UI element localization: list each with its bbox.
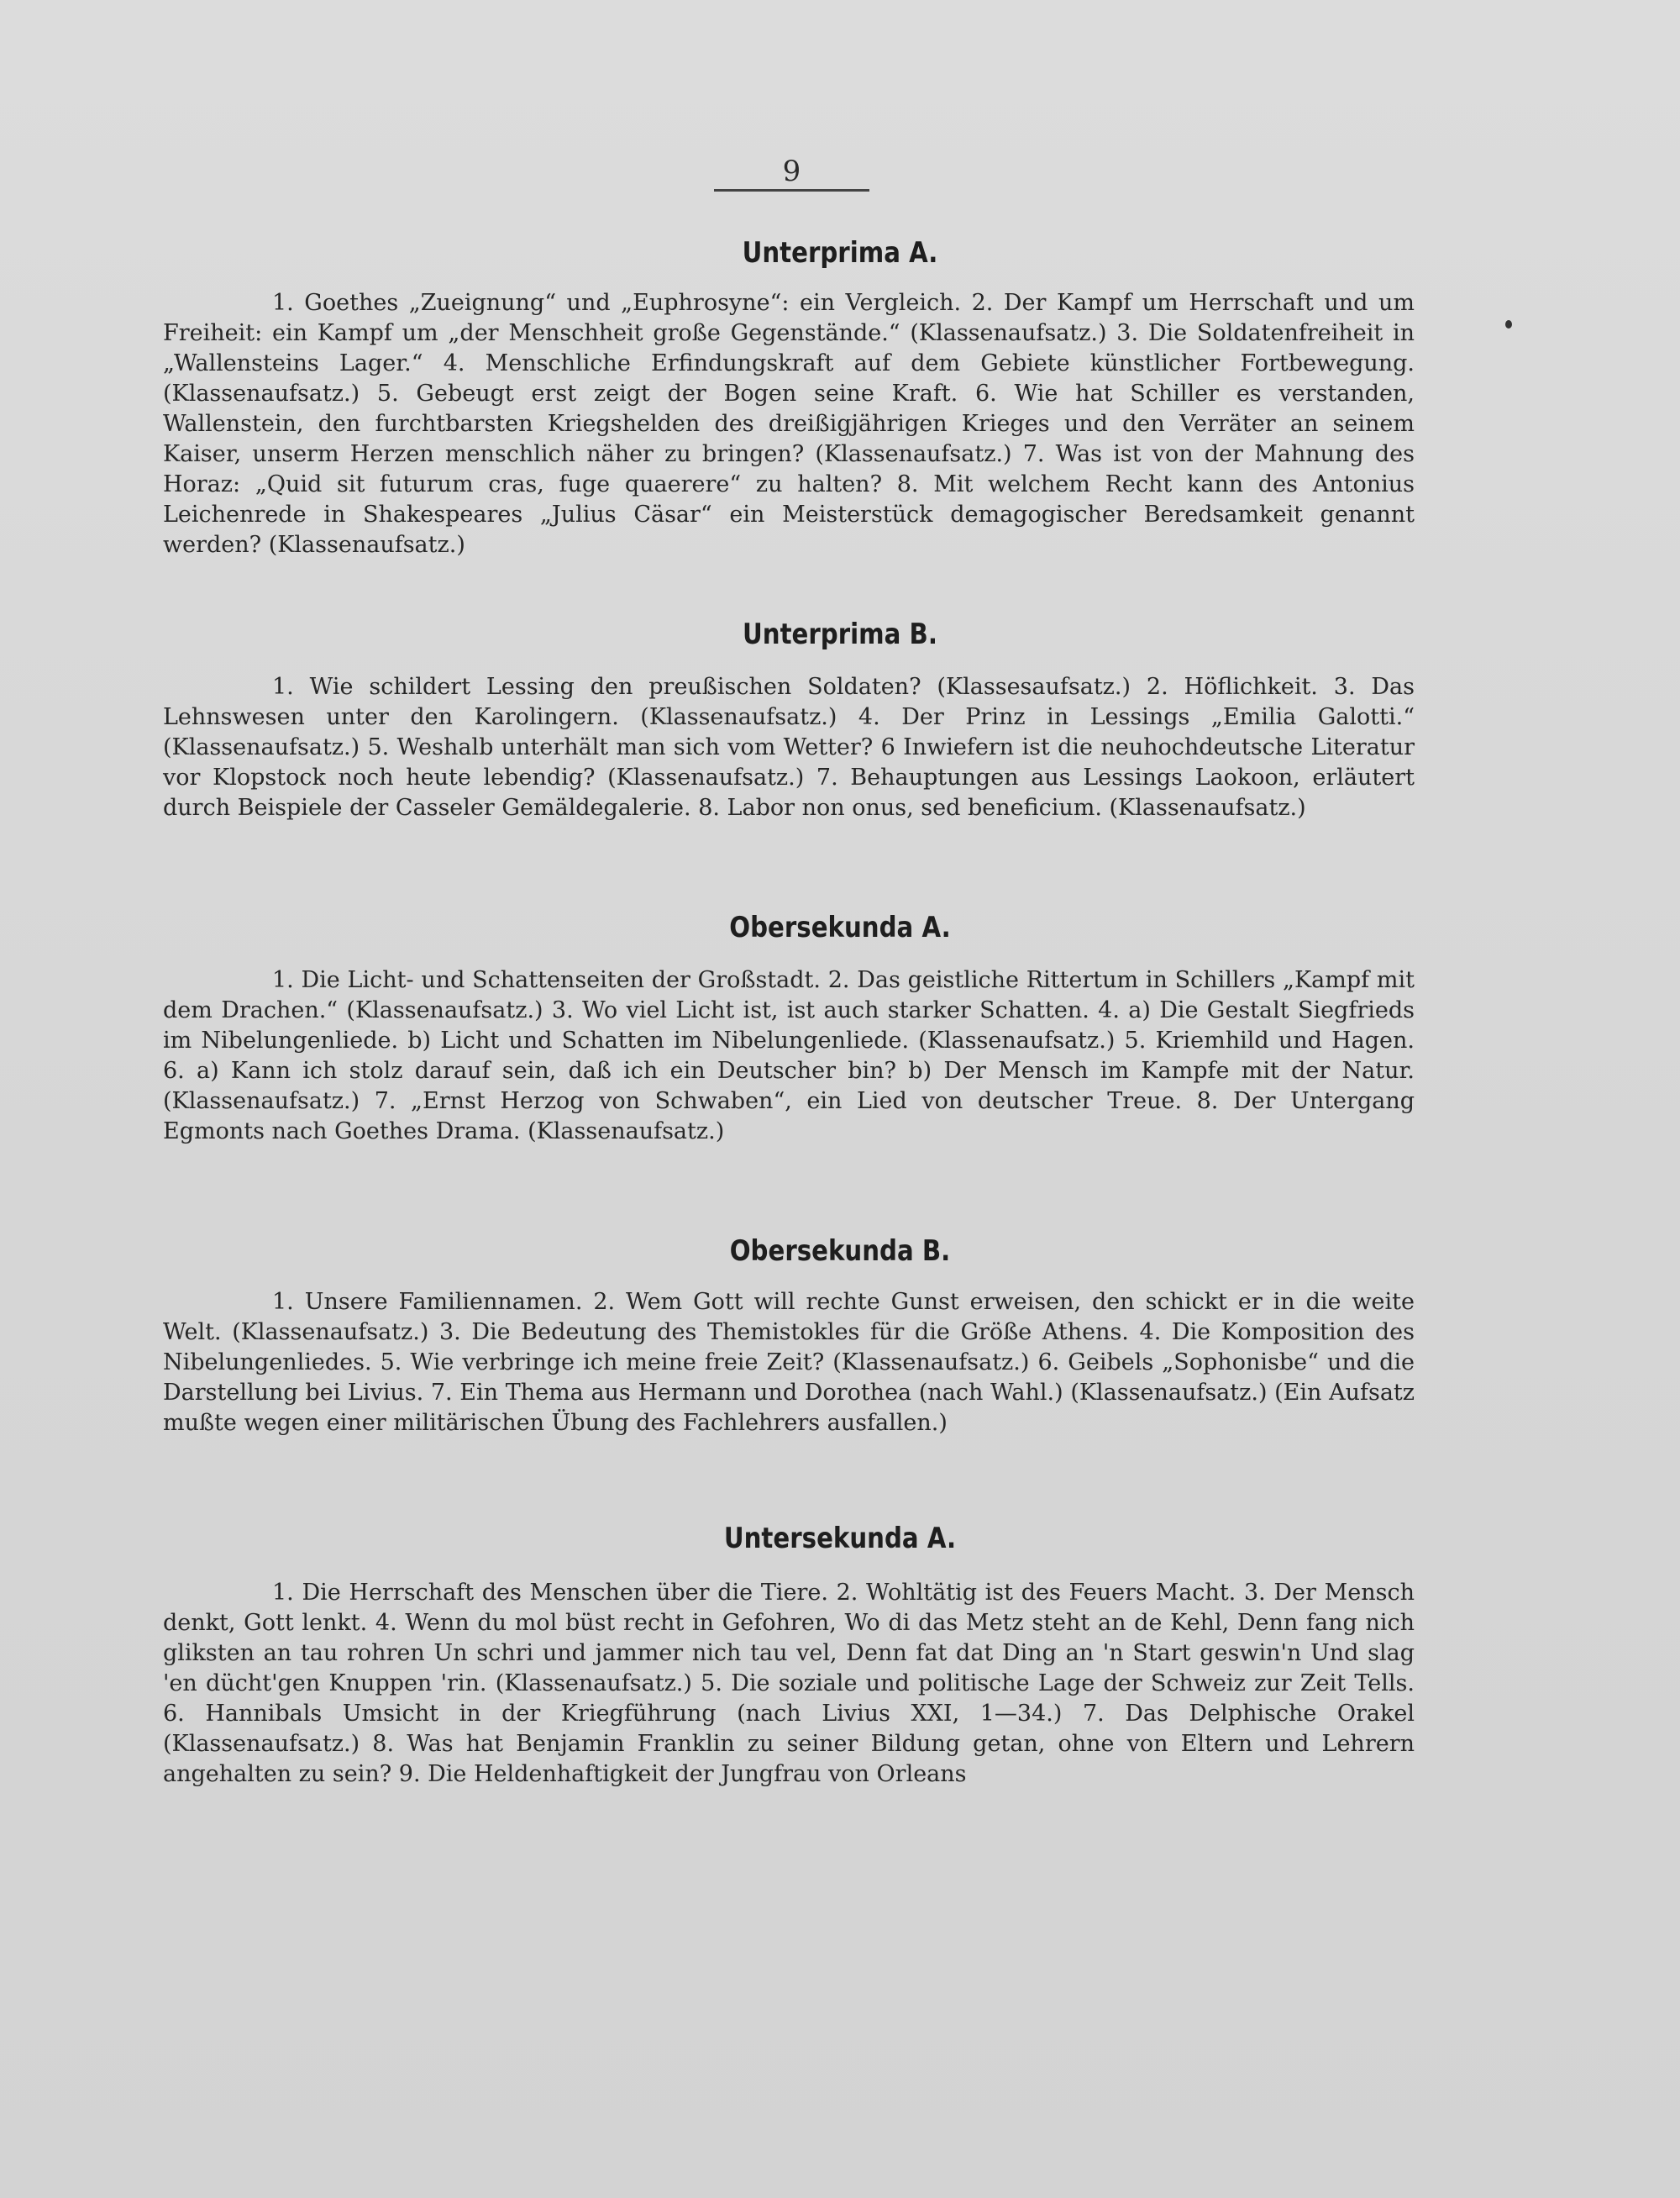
- section-heading-unterprima-a: Unterprima A.: [742, 236, 938, 270]
- section-body-obersekunda-b: 1. Unsere Familiennamen. 2. Wem Gott will rechte Gunst erweisen, den schickt er in die weite Welt. (Klassenaufsatz.) 3. Die Bedeutung des Themistokles für die Größe Athens. 4. Die Komposition des Nibelungenliedes. 5. Wie verbringe ich meine freie Zeit? (Klassenaufsatz.) 6. Geibels „Sophonisbe“ und die Darstellung bei Livius. 7. Ein Thema aus Hermann und Dorothea (nach Wahl.) (Klassenaufsatz.) (Ein Aufsatz mußte wegen einer militärischen Übung des Fachlehrers ausfallen.): [163, 1289, 1415, 1436]
- page-number: 9: [782, 155, 801, 188]
- section-heading-obersekunda-a: Obersekunda A.: [729, 911, 951, 944]
- section-heading-unterprima-b: Unterprima B.: [743, 618, 937, 651]
- section-body-obersekunda-a: 1. Die Licht- und Schattenseiten der Großstadt. 2. Das geistliche Rittertum in Schillers „Kampf mit dem Drachen.“ (Klassenaufsatz.) 3. Wo viel Licht ist, ist auch starker Schatten. 4. a) Die Gestalt Siegfrieds im Nibelungenliede. b) Licht und Schatten im Nibelungenliede. (Klassenaufsatz.) 5. Kriemhild und Hagen. 6. a) Kann ich stolz darauf sein, daß ich ein Deutscher bin? b) Der Mensch im Kampfe mit der Natur. (Klassenaufsatz.) 7. „Ernst Herzog von Schwaben“, ein Lied von deutscher Treue. 8. Der Untergang Egmonts nach Goethes Drama. (Klassenaufsatz.): [163, 967, 1415, 1144]
- section-body-unterprima-b: 1. Wie schildert Lessing den preußischen Soldaten? (Klassesaufsatz.) 2. Höflichkeit. 3. Das Lehnswesen unter den Karolingern. (Klassenaufsatz.) 4. Der Prinz in Lessings „Emilia Galotti.“ (Klassenaufsatz.) 5. Weshalb unterhält man sich vom Wetter? 6 Inwiefern ist die neuhochdeutsche Literatur vor Klopstock noch heute lebendig? (Klassenaufsatz.) 7. Behauptungen aus Lessings Laokoon, erläutert durch Beispiele der Casseler Gemäldegalerie. 8. Labor non onus, sed beneficium. (Klassenaufsatz.): [163, 674, 1415, 821]
- section-body-untersekunda-a: 1. Die Herrschaft des Menschen über die Tiere. 2. Wohltätig ist des Feuers Macht. 3. Der Mensch denkt, Gott lenkt. 4. Wenn du mol büst recht in Gefohren, Wo di das Metz steht an de Kehl, Denn fang nich gliksten an tau rohren Un schri und jammer nich tau vel, Denn fat dat Ding an 'n Start geswin'n Und slag 'en dücht'gen Knuppen 'rin. (Klassenaufsatz.) 5. Die soziale und politische Lage der Schweiz zur Zeit Tells. 6. Hannibals Umsicht in der Kriegführung (nach Livius XXI, 1—34.) 7. Das Delphische Orakel (Klassenaufsatz.) 8. Was hat Benjamin Franklin zu seiner Bildung getan, ohne von Eltern und Lehrern angehalten zu sein? 9. Die Heldenhaftigkeit der Jungfrau von Orleans: [163, 1580, 1415, 1787]
- ink-speck: [1505, 320, 1512, 329]
- section-heading-obersekunda-b: Obersekunda B.: [729, 1234, 951, 1268]
- section-body-unterprima-a: 1. Goethes „Zueignung“ und „Euphrosyne“: ein Vergleich. 2. Der Kampf um Herrschaft und um Freiheit: ein Kampf um „der Menschheit große Gegenstände.“ (Klassenaufsatz.) 3. Die Soldatenfreiheit in „Wallensteins Lager.“ 4. Menschliche Erfindungskraft auf dem Gebiete künstlicher Fortbewegung. (Klassenaufsatz.) 5. Gebeugt erst zeigt der Bogen seine Kraft. 6. Wie hat Schiller es verstanden, Wallenstein, den furchtbarsten Kriegshelden des dreißigjährigen Krieges und den Verräter an seinem Kaiser, unserm Herzen menschlich näher zu bringen? (Klassenaufsatz.) 7. Was ist von der Mahnung des Horaz: „Quid sit futurum cras, fuge quaerere“ zu halten? 8. Mit welchem Recht kann des Antonius Leichenrede in Shakespeares „Julius Cäsar“ ein Meisterstück demagogischer Beredsamkeit genannt werden? (Klassenaufsatz.): [163, 290, 1415, 558]
- page-number-rule: [714, 189, 869, 192]
- section-heading-untersekunda-a: Untersekunda A.: [723, 1522, 957, 1555]
